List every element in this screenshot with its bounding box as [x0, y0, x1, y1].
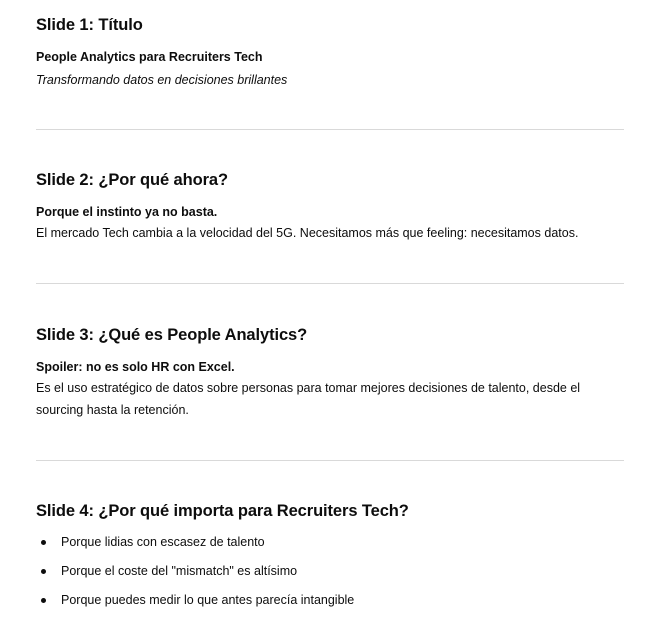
slide-4-bullet-list	[36, 528, 624, 615]
divider-3	[36, 460, 624, 461]
slide-2-title: Slide 2: ¿Por qué ahora?	[36, 171, 228, 189]
slide-3-body: Es el uso estratégico de datos sobre personas para tomar mejores decisiones de talento, desde el sourcing hasta la retención.	[36, 381, 581, 417]
list-item-text: Porque el coste del "mismatch" es altísimo	[61, 564, 298, 578]
divider-2	[36, 283, 624, 284]
list-item-text: Porque puedes medir lo que antes parecía intangible	[61, 593, 355, 607]
slide-3-lead: Spoiler: no es solo HR con Excel.	[36, 360, 235, 374]
divider-1	[36, 129, 624, 130]
list-item	[36, 528, 624, 557]
slide-2	[36, 169, 624, 244]
slide-1-lead: People Analytics para Recruiters Tech	[36, 50, 263, 64]
bullet-dot-icon	[41, 569, 46, 574]
slide-1	[36, 14, 624, 89]
list-item	[36, 586, 624, 615]
list-item-text: Porque lidias con escasez de talento	[61, 535, 265, 549]
slide-2-body: El mercado Tech cambia a la velocidad del 5G. Necesitamos más que feeling: necesitamos datos.	[36, 226, 579, 240]
slide-3	[36, 324, 624, 421]
slide-2-lead: Porque el instinto ya no basta.	[36, 205, 218, 219]
bullet-dot-icon	[41, 540, 46, 545]
slide-1-subtitle: Transformando datos en decisiones brillantes	[36, 73, 288, 87]
slide-3-title: Slide 3: ¿Qué es People Analytics?	[36, 326, 308, 344]
bullet-dot-icon	[41, 598, 46, 603]
slide-4-title: Slide 4: ¿Por qué importa para Recruiters Tech?	[36, 502, 409, 520]
slide-1-title: Slide 1: Título	[36, 16, 143, 34]
slide-4	[36, 500, 624, 615]
list-item	[36, 557, 624, 586]
